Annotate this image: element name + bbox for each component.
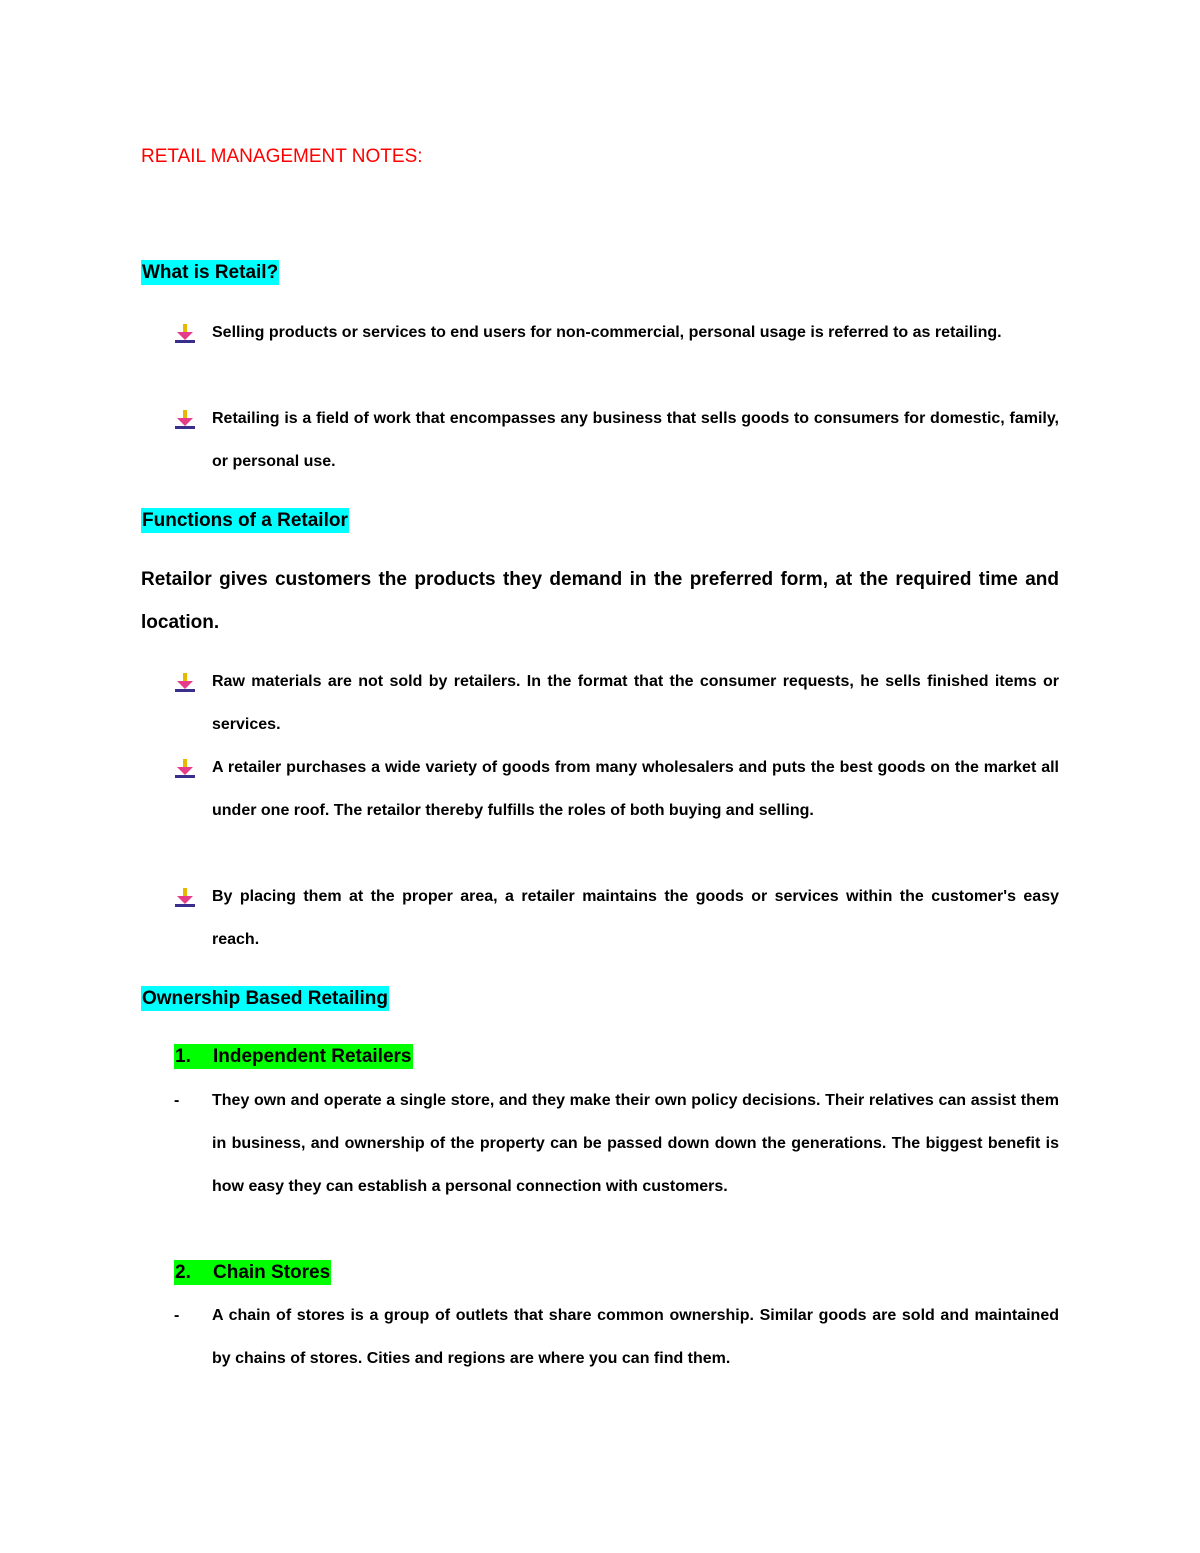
section-heading-ownership: Ownership Based Retailing xyxy=(142,988,388,1009)
list-item: Retailing is a field of work that encompasses any business that sells goods to consumers for domestic, family, or personal use. xyxy=(174,397,1059,483)
dash-bullet: - xyxy=(174,1092,180,1109)
arrow-bullet-icon xyxy=(174,323,196,345)
numbered-heading-independent-retailers: 1. Independent Retailers xyxy=(175,1046,412,1067)
list-item: Raw materials are not sold by retailers. In the format that the consumer requests, he sells finished items or services. xyxy=(174,660,1059,746)
dash-bullet: - xyxy=(174,1307,180,1324)
numbered-heading-chain-stores: 2. Chain Stores xyxy=(175,1262,331,1283)
section-heading-what-is-retail: What is Retail? xyxy=(142,262,279,283)
arrow-bullet-icon xyxy=(174,672,196,694)
arrow-bullet-icon xyxy=(174,409,196,431)
list-item: - They own and operate a single store, and they make their own policy decisions. Their relatives can assist them in business, and ownership of the property can be passed down down the generations. The biggest benefit is how easy they can establish a personal connection with customers. xyxy=(174,1079,1059,1208)
list-item: - A chain of stores is a group of outlets that share common ownership. Similar goods are sold and maintained by chains of stores. Cities and regions are where you can find them. xyxy=(174,1294,1059,1380)
list-item: A retailer purchases a wide variety of goods from many wholesalers and puts the best goods on the market all under one roof. The retailor thereby fulfills the roles of both buying and selling. xyxy=(174,746,1059,832)
section-heading-functions: Functions of a Retailor xyxy=(142,510,348,531)
list-item: Selling products or services to end users for non-commercial, personal usage is referred to as retailing. xyxy=(174,311,1059,354)
section-intro: Retailor gives customers the products they demand in the preferred form, at the required time and location. xyxy=(141,569,1059,633)
arrow-bullet-icon xyxy=(174,887,196,909)
list-item: By placing them at the proper area, a retailer maintains the goods or services within the customer's easy reach. xyxy=(174,875,1059,961)
arrow-bullet-icon xyxy=(174,758,196,780)
document-title: RETAIL MANAGEMENT NOTES: xyxy=(141,146,423,167)
